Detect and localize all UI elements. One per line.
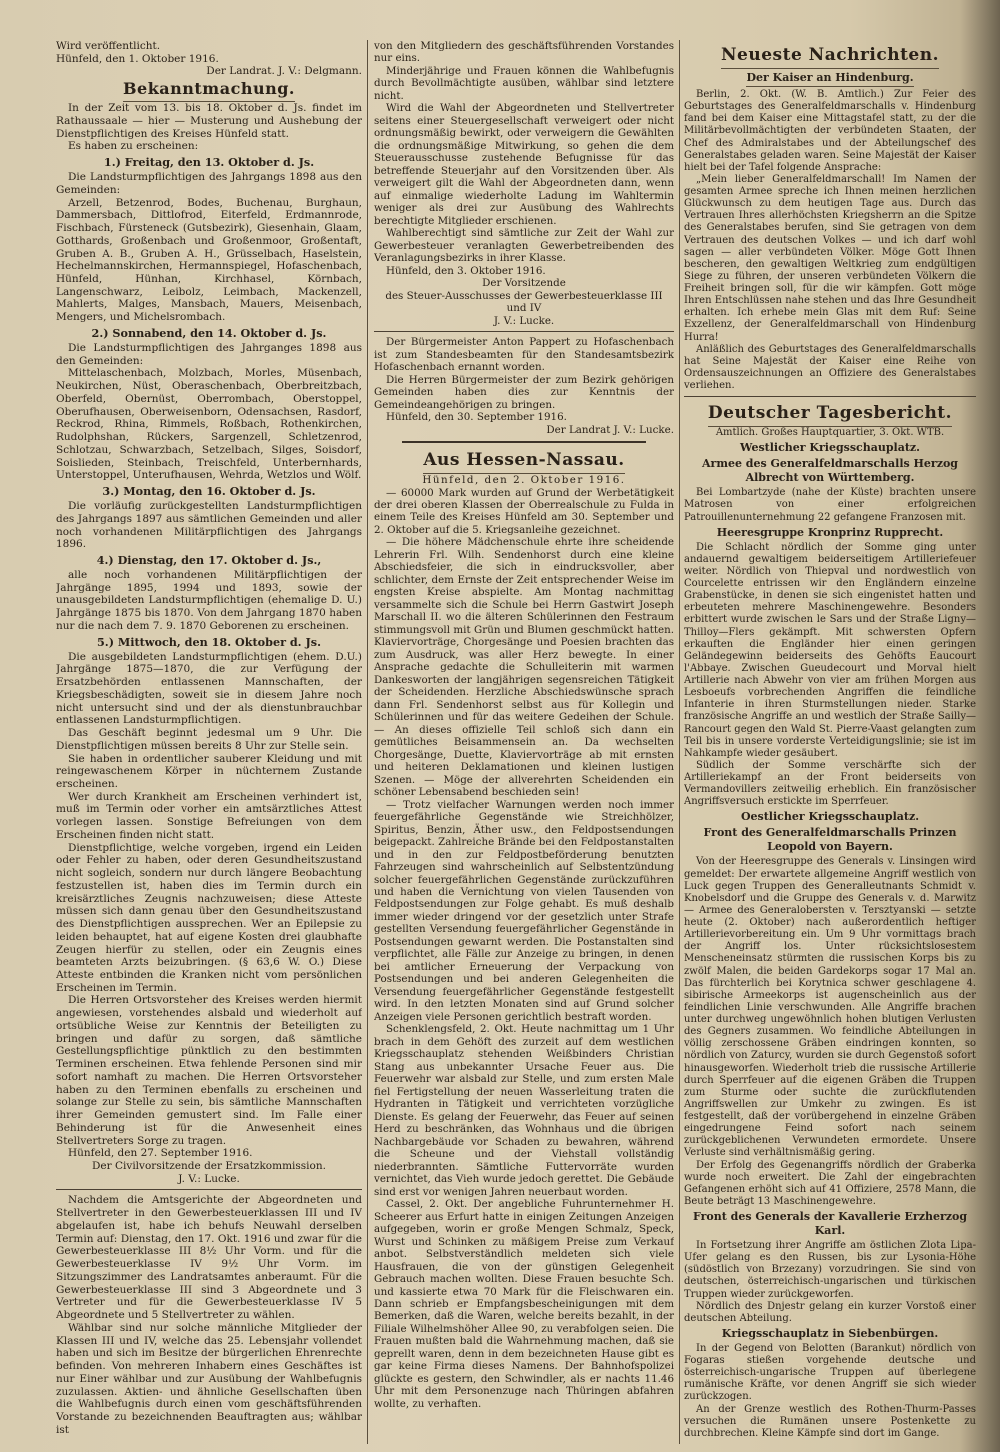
subheading-army-wuerttemberg: Armee des Generalfeldmarschalls Herzog Albrecht von Württemberg. <box>701 457 959 485</box>
subheading-kaiser: Der Kaiser an Hindenburg. <box>684 71 976 87</box>
notice-line-2: Hünfeld, den 1. Oktober 1916. <box>56 52 219 65</box>
signature-office: Der Civilvorsitzende der Ersatzkommission. <box>92 1160 326 1173</box>
places-list-1: Arzell, Betzenrod, Bodes, Buchenau, Burghaun, Dammersbach, Dittlofrod, Eiterfeld, Erdmannrode, Fischbach, Fürsteneck (Gutsbezirk), Giesenhain, Glaam, Gotthards, Großenbach und Großenmoor, Großentaft, Gruben A. B., Gruben A. H., Grüsselbach, Haselstein, Hechelmannskirchen, Hermannspiegel, Hofaschenbach, Hünfeld, Hünhan, Kirchhasel, Körnbach, Langenschwarz, Leibolz, Leimbach, Mackenzell, Mahlerts, Malges, Mansbach, Mauers, Meisenbach, Mengers, und Michelsrombach. <box>56 196 362 324</box>
news-fraud: Cassel, 2. Okt. Der angebliche Fuhrunternehmer H. Scheerer aus Erfurt hatte in einigen Zeitungen Anzeigen aufgegeben, worin er große Mengen Schmalz, Speck, Wurst und Schinken zu mäßigem Preise zum Verkauf anbot. Selbstverständlich meldeten sich viele Hausfrauen, die von der günstigen Gelegenheit Gebrauch machen wollten. Diese Frauen besuchte Sch. und kassierte etwa 70 Mark für die Fleischwaren ein. Dann schrieb er Empfangsbescheinigungen mit dem Bemerken, daß die Waren, welche bereits bezahlt, in der Filiale Wilhelmshöher Allee 90, zu verabfolgen seien. Die Frauen mußten bald die Wahrnehmung machen, daß sie geprellt waren, denn in dem bezeichneten Hause gibt es gar keine Firma dieses Namens. Der Bahnhofspolizei glückte es gestern, den Schwindler, als er nachts 11.46 Uhr mit dem Personenzuge nach Thüringen abfahren wollte, zu verhaften. <box>374 1198 674 1410</box>
paragraph-registrar: Der Bürgermeister Anton Pappert zu Hofaschenbach ist zum Standesbeamten für den Standesamtsbezirk Hofaschenbach ernannt worden. <box>374 336 674 374</box>
signature-chair: Der Vorsitzende <box>482 277 566 290</box>
signature-name-2: J. V.: Lucke. <box>493 314 555 327</box>
signature-date-3: Hünfeld, den 30. September 1916. <box>386 411 567 424</box>
paragraph-clothing: Sie haben in ordentlicher sauberer Kleidung und mit reingewaschenem Körper in nüchternem Zustande erscheinen. <box>56 752 362 790</box>
notice-line-3: Der Landrat. J. V.: Delgmann. <box>206 65 362 78</box>
paragraph-graberka: Der Erfolg des Gegenangriffs nördlich der Graberka wurde noch erweitert. Die Zahl der eingebrachten Gefangenen erhöht sich auf 41 Offiziere, 2578 Mann, die Beute beträgt 13 Maschinengewehre. <box>684 1159 976 1207</box>
dateline-hq: Amtlich. Großes Hauptquartier, 3. Okt. WTB. <box>715 427 945 439</box>
paragraph-voters: Wahlberechtigt sind sämtliche zur Zeit der Wahl zur Gewerbesteuer veranlagten Gewerbetreibenden des Veranlagungsbezirks in ihrer Klasse. <box>374 227 674 265</box>
paragraph-refusal: Wird die Wahl der Abgeordneten und Stellvertreter seitens einer Steuergesellschaft verweigert oder nicht ordnungsmäßig bewirkt, oder verweigern die Gewählten die ordnungsmäßige Mitwirkung, so gehen die dem Steuerausschusse zustehende Befugnisse für das betreffende Steuerjahr auf den Vorsitzenden über. Als verweigert gilt die Wahl der Abgeordneten dann, wenn auf einmalige wiederholte Ladung im Wahltermin weniger als drei zur Ausübung des Wahlrechts berechtigte Mitglieder erschienen. <box>374 102 674 227</box>
date-text-3: Die vorläufig zurückgestellten Landsturmpflichtigen des Jahrgangs 1897 aus sämtlichen Gemeinden und aller noch vorhandenen Militärpflichtigen des Jahrgangs 1896. <box>56 500 362 551</box>
paragraph-illness: Wer durch Krankheit am Erscheinen verhindert ist, muß im Termin oder vorher ein amtsärztliches Attest vorlegen lassen. Sonstige Befreiungen von dem Erscheinen finden nicht statt. <box>56 790 362 841</box>
paragraph-attestations: Dienstpflichtige, welche vorgeben, irgend ein Leiden oder Fehler zu haben, oder deren Gesundheitszustand nicht sogleich, sondern nur durch längere Beobachtung festzustellen ist, haben dies im Termin durch ein kreisärztliches Zeugnis nachzuweisen; diese Atteste müssen sich dann genau über den Gesundheitszustand des Dienstpflichtigen aussprechen. Wer an Epilepsie zu leiden behauptet, hat auf eigene Kosten drei glaubhafte Zeugen hierfür zu stellen, oder ein Zeugnis eines beamteten Arzts beizubringen. (§ 63,6 W. O.) Diese Atteste entbinden die Kranken nicht vom persönlichen Erscheinen im Termin. <box>56 841 362 994</box>
announcement-heading: Bekanntmachung. <box>56 78 362 102</box>
section-heading-latest-news: Neueste Nachrichten. <box>684 43 976 69</box>
date-heading-2: 2.) Sonnabend, den 14. Oktober d. Js. <box>91 325 327 340</box>
column-1 <box>56 40 362 1446</box>
paragraph-dnjestr: Nördlich des Dnjestr gelang ein kurzer Vorstoß einer deutschen Abteilung. <box>684 1300 976 1324</box>
signature-name-3: Der Landrat J. V.: Lucke. <box>546 423 674 436</box>
paragraph-birthday: Berlin, 2. Okt. (W. B. Amtlich.) Zur Feier des Geburtstages des Generalfeldmarschalls v. Hindenburg fand bei dem Kaiser eine Mittagstafel statt, zu der die Militärbevollmächtigten der verbündeten Staaten, der Chef des Admiralstabes und der Abteilungschef des Generalstabes geladen waren. Seine Majestät der Kaiser hielt bei der Tafel folgende Ansprache: <box>684 89 976 173</box>
paragraph-honors: Anläßlich des Geburtstages des Generalfeldmarschalls hat Seine Majestät der Kaiser eine Reihe von Ordensauszeichnungen an Offiziere des Generalstabes verliehen. <box>684 343 976 391</box>
announcement-intro: In der Zeit vom 13. bis 18. Oktober d. Js. findet im Rathaussaale — hier — Musterung und Aushebung der Dienstpflichtigen des Kreises Hünfeld statt. <box>56 102 362 140</box>
paragraph-linsingen: Von der Heeresgruppe des Generals v. Linsingen wird gemeldet: Der erwartete allgemeine Angriff westlich von Luck gegen Truppen des Generalleutnants Schmidt v. Knobelsdorf und die Gruppe des Generals v. d. Marwitz — Armee des Generalobersten v. Tersztyanski — setzte heute (2. Oktober) nach außerordentlich heftiger Artillerievorbereitung ein. Um 9 Uhr vormittags brach der Angriff los. Unter rücksichtslosestem Menscheneinsatz stürmten die russischen Korps bis zu zwölf Malen, die beiden Gardekorps sogar 17 Mal an. Das fürchterlich bei Korytnica schwer geschlagene 4. sibirische Armeekorps ist augenscheinlich aus der feindlichen Linie verschwunden. Alle Angriffe brachen unter durchweg ungewöhnlich hohen blutigen Verlusten des Gegners zusammen. Wo feindliche Abteilungen in völlig zerschossene Gräben eindringen konnten, so nördlich von Zaturcy, wurden sie durch Gegenstoß sofort hinausgeworfen. Wiederholt trieb die russische Artillerie durch Sperrfeuer auf die eigenen Gräben die Truppen zum Sturme oder suchte die zurückflutenden Angriffswellen zur Umkehr zu zwingen. Es ist festgestellt, daß der vorübergehend in einzelne Gräben eingedrungene Feind sofort nach seinem zurückgeblichenen Verwundeten ermordete. Unsere Verluste sind verhältnismäßig gering. <box>684 856 976 1159</box>
notice-line-1: Wird veröffentlicht. <box>56 40 161 52</box>
subheading-leopold: Front des Generalfeldmarschalls Prinzen Leopold von Bayern. <box>703 826 957 854</box>
divider-thick <box>402 441 646 443</box>
divider <box>56 1189 362 1190</box>
divider <box>374 331 674 332</box>
column-rule-2 <box>679 40 680 1444</box>
date-heading-5: 5.) Mittwoch, den 18. Oktober d. Js. <box>97 634 321 649</box>
date-heading-4: 4.) Dienstag, den 17. Oktober d. Js., <box>96 552 322 567</box>
section-heading-daily-report: Deutscher Tagesbericht. <box>684 401 976 427</box>
column-3 <box>684 40 976 1446</box>
column-2 <box>374 40 674 1446</box>
subheading-western-front: Westlicher Kriegsschauplatz. <box>740 441 920 455</box>
signature-date-2: Hünfeld, den 3. Oktober 1916. <box>386 264 546 277</box>
paragraph-mayors: Die Herren Bürgermeister der zum Bezirk gehörigen Gemeinden haben dies zur Kenntnis der Gemeindeangehörigen zu bringen. <box>374 373 674 411</box>
subheading-eastern-front: Oestlicher Kriegsschauplatz. <box>740 810 920 824</box>
divider <box>684 396 976 397</box>
date-text-1: Die Landsturmpflichtigen des Jahrgangs 1898 aus den Gemeinden: <box>56 171 362 196</box>
date-text-2: Die Landsturmpflichtigen des Jahrganges 1898 aus den Gemeinden: <box>56 341 362 367</box>
date-heading-1: 1.) Freitag, den 13. Oktober d. Js. <box>103 155 315 170</box>
date-heading-3: 3.) Montag, den 16. Oktober d. Js. <box>102 484 316 499</box>
paragraph-south-somme: Südlich der Somme verschärfte sich der Artilleriekampf an der Front beiderseits von Vermandovillers zeitweilig erheblich. Ein französischer Angriffsversuch erstickte im Sperrfeuer. <box>684 759 976 808</box>
paragraph-belotten: In der Gegend von Belotten (Barankut) nördlich von Fogaras stießen vorgehende deutsche und österreichisch-ungarische Truppen auf überlegene rumänische Kräfte, vor denen Angriff sie sich wieder zurückzogen. <box>684 1342 976 1403</box>
paragraph-ortsvorsteher: Die Herren Ortsvorsteher des Kreises werden hiermit angewiesen, vorstehendes alsbald und wiederholt auf ortsübliche Weise zur Kenntnis der Beteiligten zu bringen und dafür zu sorgen, daß sämtliche Gestellungspflichtige pünktlich zu den bestimmten Terminen erscheinen. Etwa fehlende Personen sind mir sofort namhaft zu machen. Die Herren Ortsvorsteher haben zu den Terminen ebenfalls zu erscheinen und solange zur Stelle zu sein, bis sämtliche Mannschaften ihrer Gemeinden gemustert sind. Im Falle einer Behinderung ist für die Anwesenheit eines Stellvertreters Sorge zu tragen. <box>56 994 362 1147</box>
column-rule-1 <box>367 40 368 1444</box>
signature-name: J. V.: Lucke. <box>178 1172 240 1185</box>
news-farewell: — Die höhere Mädchenschule ehrte ihre scheidende Lehrerin Frl. Wilh. Sendenhorst durch eine kleine Abschiedsfeier, die sich in eindrucksvoller, aber schlichter, dem Ernste der Zeit entsprechender Weise im engsten Kreise abspielte. Am Montag nachmittag versammelte sich die Schule bei Herrn Gastwirt Joseph Marschall II. wo die älteren Schülerinnen den Festraum stimmungsvoll mit Grün und Blumen geschmückt hatten. Klaviervorträge, Chorgesänge und Poesien brachten das zum Ausdruck, was aller Herz bewegte. In einer Ansprache gedachte die Schulleiterin mit warmen Dankesworten der langjährigen segensreichen Tätigkeit der Scheidenden. Herzliche Abschiedswünsche sprach dann Frl. Sendenhorst selbst aus für Kollegin und Schülerinnen und für das weitere Gedeihen der Schule. — An dieses offizielle Teil schloß sich dann ein gemütliches Beisammensein an. Da wechselten Chorgesänge, Duette, Klaviervorträge ab mit ernsten und heiteren Deklamationen und kleinen lustigen Szenen. — Möge der allverehrten Scheidenden ein schöner Lebensabend beschieden sein! <box>374 536 674 799</box>
signature-committee: des Steuer-Ausschusses der Gewerbesteuerklasse III und IV <box>385 289 663 315</box>
paragraph-board: von den Mitgliedern des geschäftsführenden Vorstandes nur eins. <box>374 40 674 65</box>
paragraph-somme: Die Schlacht nördlich der Somme ging unter andauernd gewaltigem beiderseitigem Artilleriefeuer weiter. Nördlich von Thiepval und nordwestlich von Courcelette entrissen wir den Engländern einzelne Grabenstücke, in denen sie sich eingenistet hatten und erbeuteten mehrere Maschinengewehre. Besonders erbittert wurde zwischen le Sars und der Straße Ligny—Thilloy—Flers gekämpft. Mit schwersten Opfern erkauften die Engländer hier einen geringen Geländegewinn beiderseits des Gehöfts Eaucourt l'Abbaye. Zwischen Gueudecourt und Morval hielt Artillerie nach Abwehr von vier am frühen Morgen aus Lesboeufs vorbrechenden Angriffen die feindliche Infanterie in ihren Sturmstellungen nieder. Starke französische Angriffe an und westlich der Straße Sailly—Rancourt gegen den Wald St. Pierre-Vaast gelangten zum Teil bis in unsere vorderste Verteidigungslinie; sie ist im Nahkampfe wieder gesäubert. <box>684 541 976 759</box>
subheading-siebenbuergen: Kriegsschauplatz in Siebenbürgen. <box>721 1326 939 1340</box>
paragraph-minors: Minderjährige und Frauen können die Wahlbefugnis durch Bevollmächtigte ausüben, wählbar sind letztere nicht. <box>374 64 674 102</box>
paragraph-zlota-lipa: In Fortsetzung ihrer Angriffe am östlichen Zlota Lipa-Ufer gelang es den Russen, bis zur Lysonia-Höhe (südöstlich von Brzezany) vorzudringen. Sie sind von deutschen, österreichisch-ungarischen und türkischen Truppen wieder zurückgeworfen. <box>684 1240 976 1300</box>
announcement-intro-2: Es haben zu erscheinen: <box>68 140 199 153</box>
subheading-rupprecht: Heeresgruppe Kronprinz Rupprecht. <box>716 525 944 539</box>
news-war-bond: — 60000 Mark wurden auf Grund der Werbetätigkeit der drei oberen Klassen der Oberrealschule zu Fulda in einem Teile des Kreises Hünfeld am 30. September und 2. Oktober auf die 5. Kriegsanleihe gezeichnet. <box>374 486 674 536</box>
news-field-post: — Trotz vielfacher Warnungen werden noch immer feuergefährliche Gegenstände wie Streichhölzer, Spiritus, Benzin, Äther usw., den Feldpostsendungen beigepackt. Zahlreiche Brände bei den Feldpostanstalten und in den zur Feldpostbeförderung benutzten Fahrzeugen sind wahrscheinlich auf Selbstentzündung solcher feuergefährlichen Gegenstände zurückzuführen und haben die Vernichtung von vielen Tausenden von Feldpostsendungen zur Folge gehabt. Es muß deshalb immer wieder dringend vor der gesetzlich unter Strafe gestellten Versendung feuergefährlicher Gegenstände in Postsendungen gewarnt werden. Die Postanstalten sind verpflichtet, alle Fälle zur Anzeige zu bringen, in denen bei amtlicher Erneuerung der Verpackung von Postsendungen und bei anderen Gelegenheiten die Versendung feuergefährlicher Gegenstände festgestellt wird. In den letzten Monaten sind auf Grund solcher Anzeigen viele Personen gerichtlich bestraft worden. <box>374 798 674 1023</box>
paragraph-rothenthurm: An der Grenze westlich des Rothen-Thurm-Passes versuchen die Rumänen unsere Postenkette zu durchbrechen. Kleine Kämpfe sind dort im Gange. <box>684 1403 976 1439</box>
places-list-2: Mittelaschenbach, Molzbach, Morles, Müsenbach, Neukirchen, Nüst, Oberaschenbach, Oberbreitzbach, Oberfeld, Obernüst, Oberrombach, Oberstoppel, Oberufhausen, Oberweisenborn, Odensachsen, Rasdorf, Reckrod, Rhina, Rimmels, Roßbach, Rothenkirchen, Rudolphshan, Rückers, Sargenzell, Schletzenrod, Schlotzau, Schwarzbach, Setzelbach, Silges, Soisdorf, Soislieden, Steinbach, Treischfeld, Unterbernhards, Unterstoppel, Unterufhausen, Wehrda, Wetzlos und Wölf. <box>56 367 362 482</box>
paragraph-eligibility: Wählbar sind nur solche männliche Mitglieder der Klassen III und IV, welche das 25. Lebensjahr vollendet haben und sich im Besitze der bürgerlichen Ehrenrechte befinden. Von mehreren Inhabern eines Geschäftes ist nur Einer wählbar und zur Ausübung der Wahlbefugnis zuzulassen. Aktien- und ähnliche Gesellschaften üben die Wahlbefugnis durch einen vom geschäftsführenden Vorstande zu bezeichnenden Beauftragten aus; wählbar ist <box>56 1321 362 1436</box>
paragraph-lombartzyde: Bei Lombartzyde (nahe der Küste) brachten unsere Matrosen von einer erfolgreichen Patrouillenunternehmung 22 gefangene Franzosen mit. <box>684 487 976 523</box>
signature-date: Hünfeld, den 27. September 1916. <box>68 1147 253 1160</box>
date-text-5: Die ausgebildeten Landsturmpflichtigen (ehem. D.U.) Jahrgänge 1875—1870, die zur Verfügung der Ersatzbehörden entlassenen Mannschaften, der Kriegsbeschädigten, soweit sie in diesem Jahre noch nicht untersucht sind und der als dienstunbrauchbar entlassenen Landsturmpflichtigen. <box>56 650 362 727</box>
paragraph-start-time: Das Geschäft beginnt jedesmal um 9 Uhr. Die Dienstpflichtigen müssen bereits 8 Uhr zur Stelle sein. <box>56 727 362 752</box>
date-text-4: alle noch vorhandenen Militärpflichtigen der Jahrgänge 1895, 1994 und 1893, sowie der unausgebildeten Landsturmpflichtigen (ehemalige D. U.) Jahrgänge 1875 bis 1870. Von dem Jahrgang 1870 haben nur die nach dem 7. 9. 1870 Geborenen zu erscheinen. <box>56 568 362 632</box>
paragraph-election: Nachdem die Amtsgerichte der Abgeordneten und Stellvertreter in den Gewerbesteuerklassen III und IV abgelaufen ist, habe ich behufs Neuwahl derselben Termin auf: Dienstag, den 17. Okt. 1916 und zwar für die Gewerbesteuerklasse III 8½ Uhr Vorm. und für die Gewerbesteuerklasse IV 9½ Uhr Vorm. im Sitzungszimmer des Landratsamtes anberaumt. Für die Gewerbesteuerklasse III sind 3 Abgeordnete und 3 Vertreter und für die Gewerbesteuerklasse IV 5 Abgeordnete und 5 Stellvertreter zu wählen. <box>56 1194 362 1322</box>
dateline-huenfeld: Hünfeld, den 2. Oktober 1916. <box>422 474 626 487</box>
paragraph-speech: „Mein lieber Generalfeldmarschall! Im Namen der gesamten Armee spreche ich Ihnen meinen herzlichen Glückwunsch zu dem heutigen Tage aus. Durch das Vertrauen Ihres allerhöchsten Kriegsherrn an die Spitze des Generalstabes berufen, sind Sie getragen von dem Vertrauen des deutschen Volkes — und ich darf wohl sagen — aller verbündeten Völker. Möge Gott Ihnen bescheren, den gewaltigen Weltkrieg zum endgültigen Siege zu führen, der unseren verbündeten Völkern die Freiheit bringen soll, für die wir kämpfen. Gott möge Ihren Entschlüssen nahe stehen und das Ihre Gesundheit erhalten. Ich erhebe mein Glas mit dem Ruf: Seine Exzellenz, der Generalfeldmarschall von Hindenburg Hurra! <box>684 173 976 343</box>
news-fire: Schenklengsfeld, 2. Okt. Heute nachmittag um 1 Uhr brach in dem Gehöft des zurzeit auf dem westlichen Kriegsschauplatz stehenden Weißbinders Christian Stang aus unbekannter Ursache Feuer aus. Die Feuerwehr war alsbald zur Stelle, und zum ersten Male fiel Fertigstellung der neuen Wasserleitung traten die Hydranten in Tätigkeit und verrichteten vorzügliche Dienste. Es gelang der Feuerwehr, das Feuer auf seinen Herd zu beschränken, das Wohnhaus und die übrigen Nachbargebäude vor Schaden zu bewahren, während die Scheune und der Viehstall vollständig niederbrannten. Sämtliche Futtervorräte wurden vernichtet, das Vieh wurde jedoch gerettet. Die Gebäude sind erst vor wenigen Jahren neuerbaut worden. <box>374 1023 674 1198</box>
section-heading-hessen-nassau: Aus Hessen-Nassau. <box>374 448 674 474</box>
subheading-karl: Front des Generals der Kavallerie Erzherzog Karl. <box>692 1210 968 1237</box>
